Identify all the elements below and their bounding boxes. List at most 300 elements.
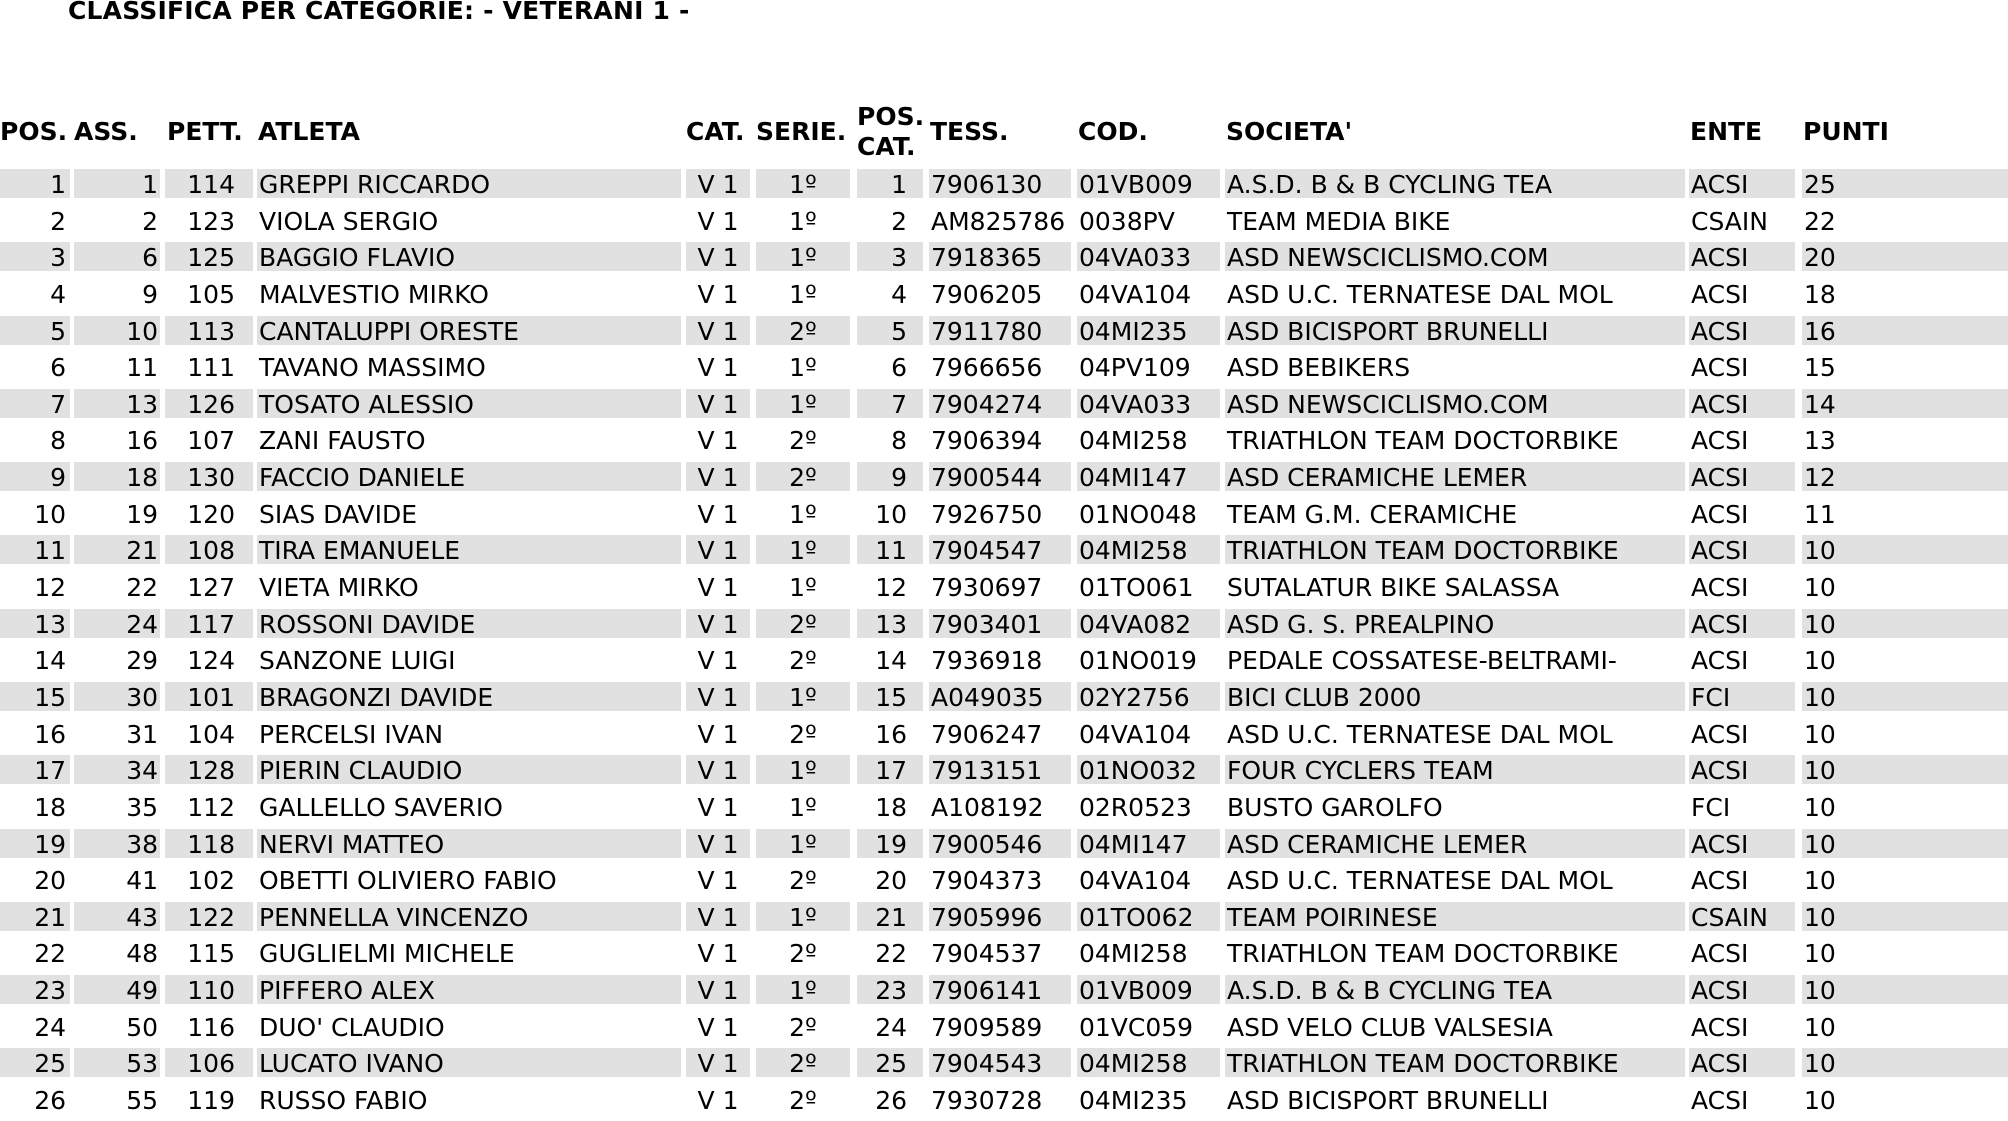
cell-ass: 21	[74, 535, 160, 564]
table-row	[0, 498, 2008, 535]
cell-cod: 01NO048	[1079, 499, 1197, 528]
cell-poscat: 23	[857, 975, 923, 1004]
cell-ass: 35	[126, 792, 158, 821]
cell-atleta: TAVANO MASSIMO	[259, 353, 486, 382]
cell-pett: 107	[187, 426, 235, 455]
cell-ente: ACSI	[1689, 242, 1795, 271]
table-row	[0, 315, 2008, 352]
cell-cat: V 1	[697, 1012, 739, 1041]
cell-cod: 04MI235	[1079, 1086, 1188, 1115]
header-ente: ENTE	[1690, 117, 1763, 146]
cell-punti: 13	[1804, 426, 1836, 455]
cell-cod: 04VA104	[1079, 866, 1192, 895]
table-row	[0, 534, 2008, 571]
cell-serie: 1º	[789, 206, 817, 235]
table-row	[0, 791, 2008, 828]
cell-ente: ACSI	[1691, 573, 1749, 602]
cell-cod: 02Y2756	[1077, 682, 1220, 711]
table-row	[0, 974, 2008, 1011]
cell-atleta: GUGLIELMI MICHELE	[259, 939, 515, 968]
cell-tess: 7909589	[931, 1012, 1043, 1041]
cell-punti: 10	[1802, 535, 2008, 564]
cell-atleta: BAGGIO FLAVIO	[257, 242, 681, 271]
cell-pos: 26	[34, 1086, 66, 1115]
cell-poscat: 8	[891, 426, 907, 455]
cell-cod: 01NO032	[1077, 755, 1220, 784]
table-row	[0, 278, 2008, 315]
cell-tess: 7906247	[931, 719, 1043, 748]
cell-societa: ASD CERAMICHE LEMER	[1225, 462, 1685, 491]
cell-pos: 23	[0, 975, 70, 1004]
cell-pos: 8	[50, 426, 66, 455]
cell-serie: 1º	[756, 975, 850, 1004]
cell-cod: 01TO061	[1079, 573, 1194, 602]
cell-societa: PEDALE COSSATESE-BELTRAMI-	[1227, 646, 1617, 675]
header-societa: SOCIETA'	[1226, 117, 1353, 146]
cell-poscat: 5	[857, 316, 923, 345]
cell-atleta: NERVI MATTEO	[257, 829, 681, 858]
cell-serie: 2º	[756, 316, 850, 345]
cell-punti: 18	[1804, 279, 1836, 308]
table-row	[0, 1047, 2008, 1084]
cell-punti: 10	[1804, 719, 1836, 748]
cell-societa: BUSTO GAROLFO	[1227, 792, 1443, 821]
cell-ente: ACSI	[1689, 755, 1795, 784]
cell-atleta: RUSSO FABIO	[259, 1086, 428, 1115]
cell-punti: 20	[1802, 242, 2008, 271]
cell-tess: 7900544	[929, 462, 1071, 491]
cell-ass: 53	[74, 1048, 160, 1077]
cell-cod: 04VA104	[1079, 719, 1192, 748]
cell-atleta: TIRA EMANUELE	[257, 535, 681, 564]
table-row	[0, 718, 2008, 755]
cell-punti: 14	[1802, 389, 2008, 418]
cell-pos: 9	[0, 462, 70, 491]
cell-pett: 122	[165, 902, 253, 931]
cell-ass: 24	[74, 609, 160, 638]
cell-cod: 04MI258	[1079, 426, 1188, 455]
cell-ass: 9	[142, 279, 158, 308]
cell-pett: 108	[165, 535, 253, 564]
cell-ente: ACSI	[1689, 316, 1795, 345]
cell-cod: 02R0523	[1079, 792, 1192, 821]
cell-societa: A.S.D. B & B CYCLING TEA	[1225, 975, 1685, 1004]
cell-punti: 10	[1802, 609, 2008, 638]
cell-ass: 1	[74, 169, 160, 198]
cell-cat: V 1	[686, 975, 750, 1004]
cell-tess: 7904373	[931, 866, 1043, 895]
cell-pett: 120	[187, 499, 235, 528]
cell-pett: 127	[187, 573, 235, 602]
cell-ente: ACSI	[1691, 1086, 1749, 1115]
table-row	[0, 644, 2008, 681]
cell-serie: 2º	[789, 719, 817, 748]
cell-ente: ACSI	[1689, 609, 1795, 638]
table-row	[0, 901, 2008, 938]
cell-pos: 20	[34, 866, 66, 895]
cell-cat: V 1	[686, 462, 750, 491]
cell-cod: 04MI258	[1077, 1048, 1220, 1077]
cell-ente: ACSI	[1691, 646, 1749, 675]
cell-atleta: OBETTI OLIVIERO FABIO	[259, 866, 557, 895]
cell-societa: ASD U.C. TERNATESE DAL MOL	[1227, 866, 1613, 895]
cell-ente: ACSI	[1689, 1048, 1795, 1077]
cell-cod: 01NO019	[1079, 646, 1197, 675]
cell-poscat: 2	[891, 206, 907, 235]
table-row	[0, 168, 2008, 205]
ranking-table	[0, 168, 2008, 1121]
cell-tess: 7904274	[929, 389, 1071, 418]
cell-ente: ACSI	[1691, 279, 1749, 308]
cell-cod: 04MI235	[1077, 316, 1220, 345]
page-title: CLASSIFICA PER CATEGORIE: - VETERANI 1 -	[68, 0, 690, 25]
header-ass: ASS.	[74, 117, 138, 146]
cell-cat: V 1	[697, 719, 739, 748]
cell-punti: 10	[1804, 1086, 1836, 1115]
cell-serie: 2º	[756, 609, 850, 638]
cell-tess: 7911780	[929, 316, 1071, 345]
cell-pos: 22	[34, 939, 66, 968]
cell-cat: V 1	[697, 353, 739, 382]
header-pett: PETT.	[167, 117, 243, 146]
cell-atleta: TOSATO ALESSIO	[257, 389, 681, 418]
cell-cod: 04MI147	[1077, 462, 1220, 491]
cell-atleta: GALLELLO SAVERIO	[259, 792, 503, 821]
cell-pett: 104	[187, 719, 235, 748]
cell-pos: 13	[0, 609, 70, 638]
cell-poscat: 19	[857, 829, 923, 858]
header-punti: PUNTI	[1803, 117, 1889, 146]
table-row	[0, 1011, 2008, 1048]
cell-cat: V 1	[697, 866, 739, 895]
cell-pos: 19	[0, 829, 70, 858]
cell-serie: 2º	[789, 1086, 817, 1115]
cell-societa: ASD BEBIKERS	[1227, 353, 1411, 382]
cell-tess: 7906130	[929, 169, 1071, 198]
cell-pos: 14	[34, 646, 66, 675]
cell-societa: ASD NEWSCICLISMO.COM	[1225, 242, 1685, 271]
table-row	[0, 1084, 2008, 1121]
cell-cat: V 1	[697, 206, 739, 235]
cell-pos: 11	[0, 535, 70, 564]
cell-pos: 7	[0, 389, 70, 418]
table-row	[0, 205, 2008, 242]
cell-societa: ASD VELO CLUB VALSESIA	[1227, 1012, 1553, 1041]
cell-pos: 10	[34, 499, 66, 528]
cell-ass: 30	[74, 682, 160, 711]
cell-pett: 101	[165, 682, 253, 711]
cell-cat: V 1	[697, 1086, 739, 1115]
cell-pett: 128	[165, 755, 253, 784]
cell-poscat: 10	[875, 499, 907, 528]
cell-tess: 7906394	[931, 426, 1043, 455]
cell-cod: 04MI258	[1079, 939, 1188, 968]
cell-tess: A108192	[931, 792, 1044, 821]
cell-pos: 4	[50, 279, 66, 308]
cell-ass: 2	[142, 206, 158, 235]
cell-ente: ACSI	[1689, 975, 1795, 1004]
cell-serie: 1º	[756, 755, 850, 784]
cell-poscat: 17	[857, 755, 923, 784]
cell-poscat: 21	[857, 902, 923, 931]
cell-ass: 50	[126, 1012, 158, 1041]
cell-cat: V 1	[697, 499, 739, 528]
cell-poscat: 11	[857, 535, 923, 564]
cell-ass: 18	[74, 462, 160, 491]
cell-tess: 7906141	[929, 975, 1071, 1004]
cell-pett: 113	[165, 316, 253, 345]
cell-pett: 123	[187, 206, 235, 235]
cell-pett: 102	[187, 866, 235, 895]
cell-tess: 7903401	[929, 609, 1071, 638]
cell-pos: 15	[0, 682, 70, 711]
cell-pett: 116	[187, 1012, 235, 1041]
cell-serie: 1º	[756, 242, 850, 271]
table-row	[0, 864, 2008, 901]
cell-serie: 1º	[756, 829, 850, 858]
table-row	[0, 424, 2008, 461]
cell-serie: 1º	[789, 499, 817, 528]
cell-pett: 112	[187, 792, 235, 821]
cell-societa: ASD BICISPORT BRUNELLI	[1227, 1086, 1549, 1115]
cell-cat: V 1	[686, 829, 750, 858]
header-tess: TESS.	[930, 117, 1009, 146]
cell-punti: 10	[1802, 829, 2008, 858]
cell-ass: 6	[74, 242, 160, 271]
cell-punti: 22	[1804, 206, 1836, 235]
cell-societa: A.S.D. B & B CYCLING TEA	[1225, 169, 1685, 198]
cell-cat: V 1	[686, 316, 750, 345]
cell-punti: 11	[1804, 499, 1836, 528]
cell-societa: ASD NEWSCICLISMO.COM	[1225, 389, 1685, 418]
cell-ente: ACSI	[1691, 353, 1749, 382]
cell-serie: 2º	[789, 866, 817, 895]
cell-atleta: VIETA MIRKO	[259, 573, 419, 602]
cell-cod: 04VA104	[1079, 279, 1192, 308]
cell-tess: AM825786	[931, 206, 1066, 235]
cell-punti: 10	[1802, 902, 2008, 931]
cell-serie: 2º	[789, 646, 817, 675]
cell-punti: 25	[1802, 169, 2008, 198]
cell-ass: 16	[126, 426, 158, 455]
cell-ass: 34	[74, 755, 160, 784]
cell-pos: 18	[34, 792, 66, 821]
cell-societa: TRIATHLON TEAM DOCTORBIKE	[1225, 535, 1685, 564]
cell-tess: 7966656	[931, 353, 1043, 382]
cell-ass: 11	[126, 353, 158, 382]
cell-atleta: PENNELLA VINCENZO	[257, 902, 681, 931]
cell-atleta: SANZONE LUIGI	[259, 646, 456, 675]
cell-cat: V 1	[686, 1048, 750, 1077]
cell-societa: TRIATHLON TEAM DOCTORBIKE	[1227, 939, 1619, 968]
cell-ente: CSAIN	[1691, 206, 1768, 235]
cell-cod: 01VB009	[1077, 169, 1220, 198]
cell-tess: 7926750	[931, 499, 1043, 528]
cell-poscat: 24	[875, 1012, 907, 1041]
cell-atleta: SIAS DAVIDE	[259, 499, 417, 528]
cell-cod: 01VB009	[1077, 975, 1220, 1004]
cell-serie: 2º	[756, 462, 850, 491]
cell-societa: FOUR CYCLERS TEAM	[1225, 755, 1685, 784]
cell-pos: 17	[0, 755, 70, 784]
cell-cod: 04VA033	[1077, 242, 1220, 271]
header-poscat-line2: CAT.	[857, 132, 916, 161]
cell-pett: 111	[187, 353, 235, 382]
cell-poscat: 20	[875, 866, 907, 895]
cell-pos: 12	[34, 573, 66, 602]
cell-pett: 126	[165, 389, 253, 418]
cell-cat: V 1	[686, 169, 750, 198]
cell-ente: ACSI	[1691, 499, 1749, 528]
cell-societa: TEAM POIRINESE	[1225, 902, 1685, 931]
cell-tess: 7936918	[931, 646, 1043, 675]
cell-societa: ASD CERAMICHE LEMER	[1225, 829, 1685, 858]
cell-pos: 6	[50, 353, 66, 382]
cell-ass: 43	[74, 902, 160, 931]
cell-punti: 10	[1804, 792, 1836, 821]
cell-cat: V 1	[697, 279, 739, 308]
cell-pett: 105	[187, 279, 235, 308]
cell-cat: V 1	[697, 792, 739, 821]
cell-societa: TEAM MEDIA BIKE	[1227, 206, 1451, 235]
cell-societa: SUTALATUR BIKE SALASSA	[1227, 573, 1560, 602]
header-pos: POS.	[0, 117, 68, 146]
cell-tess: 7904543	[929, 1048, 1071, 1077]
cell-pett: 110	[165, 975, 253, 1004]
cell-cod: 0038PV	[1079, 206, 1175, 235]
table-row	[0, 681, 2008, 718]
cell-pos: 5	[0, 316, 70, 345]
cell-serie: 2º	[789, 426, 817, 455]
cell-serie: 1º	[756, 389, 850, 418]
cell-ass: 10	[74, 316, 160, 345]
cell-pos: 25	[0, 1048, 70, 1077]
table-row	[0, 608, 2008, 645]
cell-pett: 117	[165, 609, 253, 638]
table-row	[0, 388, 2008, 425]
cell-atleta: ZANI FAUSTO	[259, 426, 426, 455]
cell-cod: 01VC059	[1079, 1012, 1194, 1041]
cell-serie: 1º	[756, 902, 850, 931]
cell-poscat: 25	[857, 1048, 923, 1077]
cell-pett: 115	[187, 939, 235, 968]
table-row	[0, 828, 2008, 865]
table-row	[0, 351, 2008, 388]
header-atleta: ATLETA	[258, 117, 360, 146]
cell-cod: 04MI147	[1077, 829, 1220, 858]
cell-societa: TRIATHLON TEAM DOCTORBIKE	[1225, 1048, 1685, 1077]
cell-atleta: PIERIN CLAUDIO	[257, 755, 681, 784]
header-serie: SERIE.	[756, 117, 847, 146]
cell-atleta: BRAGONZI DAVIDE	[257, 682, 681, 711]
cell-pett: 114	[165, 169, 253, 198]
cell-tess: 7904537	[931, 939, 1043, 968]
cell-cat: V 1	[697, 573, 739, 602]
cell-punti: 10	[1802, 1048, 2008, 1077]
cell-cat: V 1	[697, 426, 739, 455]
cell-societa: ASD U.C. TERNATESE DAL MOL	[1227, 279, 1613, 308]
cell-ente: ACSI	[1691, 939, 1749, 968]
cell-ente: ACSI	[1691, 426, 1749, 455]
cell-ass: 55	[126, 1086, 158, 1115]
cell-societa: ASD G. S. PREALPINO	[1225, 609, 1685, 638]
cell-poscat: 12	[875, 573, 907, 602]
cell-cod: 04VA033	[1077, 389, 1220, 418]
cell-ente: ACSI	[1691, 719, 1749, 748]
cell-poscat: 15	[857, 682, 923, 711]
cell-cat: V 1	[686, 682, 750, 711]
cell-pos: 21	[0, 902, 70, 931]
cell-poscat: 1	[857, 169, 923, 198]
cell-poscat: 6	[891, 353, 907, 382]
cell-atleta: ROSSONI DAVIDE	[257, 609, 681, 638]
cell-punti: 10	[1802, 975, 2008, 1004]
cell-pos: 16	[34, 719, 66, 748]
cell-poscat: 22	[875, 939, 907, 968]
cell-cat: V 1	[697, 646, 739, 675]
cell-pos: 3	[0, 242, 70, 271]
cell-serie: 1º	[756, 682, 850, 711]
cell-serie: 1º	[789, 573, 817, 602]
cell-atleta: CANTALUPPI ORESTE	[257, 316, 681, 345]
cell-cod: 04VA082	[1077, 609, 1220, 638]
header-cat: CAT.	[686, 117, 745, 146]
cell-ass: 29	[126, 646, 158, 675]
cell-atleta: PERCELSI IVAN	[259, 719, 444, 748]
cell-cod: 01TO062	[1077, 902, 1220, 931]
cell-ente: FCI	[1691, 792, 1731, 821]
cell-ente: ACSI	[1689, 462, 1795, 491]
cell-ente: ACSI	[1689, 535, 1795, 564]
cell-ass: 41	[126, 866, 158, 895]
cell-cod: 04MI258	[1077, 535, 1220, 564]
cell-tess: 7900546	[929, 829, 1071, 858]
cell-serie: 1º	[756, 535, 850, 564]
cell-ass: 49	[74, 975, 160, 1004]
cell-punti: 15	[1804, 353, 1836, 382]
table-row	[0, 241, 2008, 278]
cell-atleta: GREPPI RICCARDO	[257, 169, 681, 198]
cell-pett: 130	[165, 462, 253, 491]
cell-cat: V 1	[686, 535, 750, 564]
cell-punti: 10	[1804, 939, 1836, 968]
cell-tess: 7930697	[931, 573, 1043, 602]
cell-poscat: 3	[857, 242, 923, 271]
cell-tess: 7930728	[931, 1086, 1043, 1115]
cell-tess: 7918365	[929, 242, 1071, 271]
cell-serie: 1º	[789, 792, 817, 821]
cell-atleta: VIOLA SERGIO	[259, 206, 439, 235]
cell-ass: 31	[126, 719, 158, 748]
cell-atleta: FACCIO DANIELE	[257, 462, 681, 491]
cell-tess: 7906205	[931, 279, 1043, 308]
cell-cat: V 1	[686, 242, 750, 271]
cell-atleta: PIFFERO ALEX	[257, 975, 681, 1004]
header-poscat-line1: POS.	[857, 102, 925, 131]
cell-ass: 48	[126, 939, 158, 968]
cell-poscat: 26	[875, 1086, 907, 1115]
cell-punti: 10	[1802, 682, 2008, 711]
cell-serie: 1º	[756, 169, 850, 198]
cell-pett: 124	[187, 646, 235, 675]
cell-serie: 1º	[789, 353, 817, 382]
cell-poscat: 4	[891, 279, 907, 308]
cell-punti: 16	[1802, 316, 2008, 345]
cell-societa: TEAM G.M. CERAMICHE	[1227, 499, 1518, 528]
cell-ente: ACSI	[1689, 169, 1795, 198]
cell-ente: ACSI	[1691, 1012, 1749, 1041]
cell-societa: BICI CLUB 2000	[1225, 682, 1685, 711]
